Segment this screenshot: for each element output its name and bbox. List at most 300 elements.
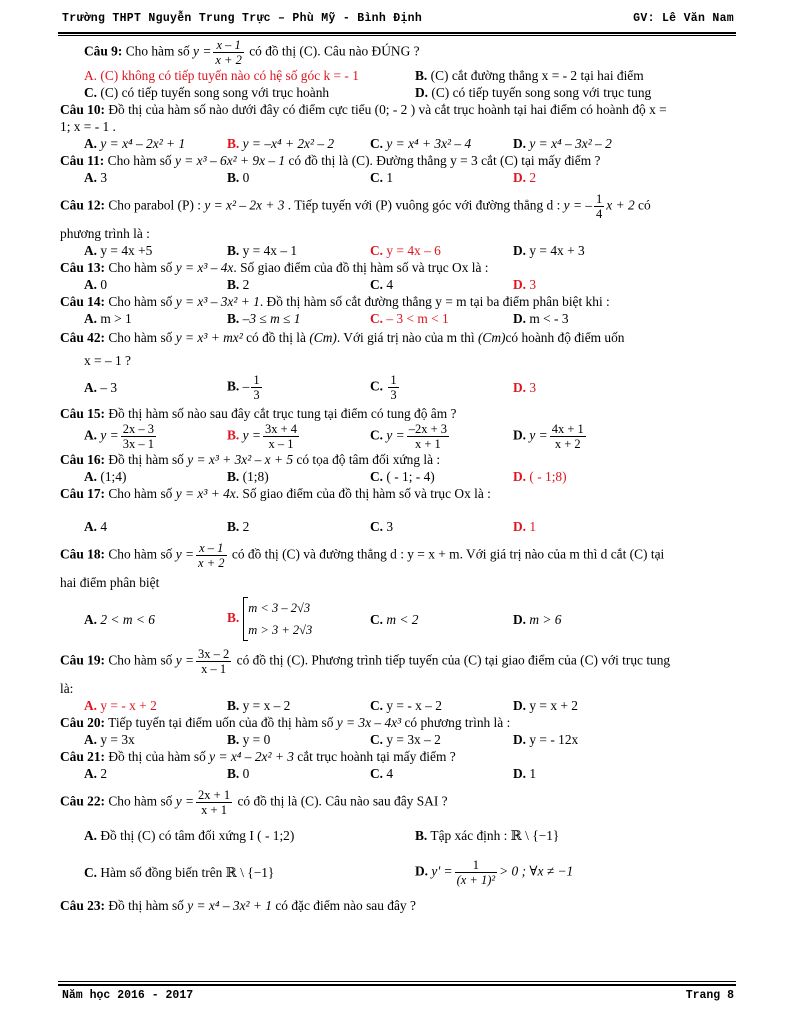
denominator: x + 2 [554,437,581,451]
option-d[interactable] [513,731,735,748]
fraction [196,541,226,570]
option-letter: C. [370,732,384,747]
option-c[interactable] [370,310,513,327]
option-letter: A. [84,380,98,395]
option-text: 2 [242,277,250,292]
option-text: y = 4x – 6 [386,243,441,258]
question-text: là: [60,681,74,696]
question-13 [60,259,735,276]
question-text: Cho hàm số [108,330,173,345]
question-label: Câu 15: [60,406,106,421]
option-text: 3 [529,380,537,395]
answer-options [84,827,735,844]
option-text: 3 [100,170,108,185]
question-text: có đồ thị là [246,330,306,345]
fraction [455,858,498,887]
option-letter: A. [84,243,98,258]
fraction [213,38,243,67]
option-c[interactable] [84,864,415,881]
page-header [62,10,734,28]
option-text: (C) có tiếp tuyến song song với trục tung [431,85,652,100]
option-letter: D. [513,469,527,484]
answer-options [84,242,735,259]
header-rule-thin [58,35,736,36]
math-lhs: y' = [431,863,453,879]
option-letter: A. [84,828,98,843]
option-letter: D. [513,698,527,713]
math-lhs: y = [529,427,548,443]
option-text: y = x – 2 [242,698,291,713]
option-b[interactable] [227,697,370,714]
question-text: cắt trục hoành tại mấy điểm ? [297,749,456,764]
question-text: có phương trình là : [404,715,511,730]
option-letter: B. [227,243,240,258]
math-lhs: y = [175,793,195,809]
math-lhs: y = [193,43,212,59]
option-c[interactable] [370,468,513,485]
option-letter: C. [370,766,384,781]
option-d[interactable] [513,276,735,293]
option-c[interactable] [370,731,513,748]
fraction [121,422,156,451]
option-letter: A. [84,311,98,326]
math-expression: y = x³ + 4x [175,486,236,501]
option-d[interactable] [513,242,735,259]
option-letter: D. [415,863,429,879]
question-18-continued [60,574,735,591]
denominator: 3 [390,388,397,402]
fraction [594,192,604,221]
option-text: 4 [386,277,394,292]
option-a[interactable] [84,765,227,782]
question-text: Cho hàm số [108,260,173,275]
option-letter: B. [227,136,240,151]
option-letter: D. [513,277,527,292]
option-text: y = 3x [100,732,135,747]
math-lhs: y = [386,427,405,443]
option-d[interactable] [513,611,735,628]
option-c[interactable] [370,422,513,451]
question-text: có [638,197,651,213]
denominator: x – 1 [201,662,227,676]
fraction [407,422,449,451]
option-letter: C. [370,311,384,326]
option-text: Hàm số đồng biến trên ℝ \ {−1} [100,865,275,880]
footer-rule [58,984,736,986]
option-letter: A. [84,427,98,443]
option-a[interactable] [84,135,227,152]
question-20 [60,714,735,731]
question-label: Câu 19: [60,652,106,668]
option-letter: B. [227,766,240,781]
option-b[interactable] [227,135,370,152]
option-a[interactable] [84,468,227,485]
denominator: 4 [596,207,603,221]
option-letter: C. [84,85,98,100]
question-label: Câu 10: [60,102,106,117]
denominator: 3 [253,388,260,402]
answer-options [84,731,735,748]
option-b[interactable] [227,597,370,641]
option-text: y = –x⁴ + 2x² – 2 [242,136,335,151]
teacher-name: GV: Lê Văn Nam [633,12,734,25]
option-b[interactable] [227,373,370,402]
option-d[interactable] [415,84,735,101]
option-letter: C. [370,170,384,185]
option-d[interactable] [513,697,735,714]
option-c[interactable] [370,697,513,714]
question-text: . Số giao điểm của đồ thị hàm số và trục Ox là : [233,260,489,275]
option-c[interactable] [370,518,513,535]
question-text: . Số giao điểm của đồ thị hàm số và trục Ox là : [235,486,491,501]
option-letter: A. [84,698,98,713]
option-a[interactable] [84,422,227,451]
page-number: Trang 8 [685,989,734,1002]
option-d[interactable] [513,310,735,327]
option-letter: C. [370,136,384,151]
fraction [550,422,586,451]
option-text: (C) có tiếp tuyến song song với trục hoành [100,85,330,100]
option-b[interactable] [227,518,370,535]
question-label: Câu 14: [60,294,106,309]
answer-options [84,135,735,152]
option-letter: D. [513,311,527,326]
option-text: y = - x + 2 [100,698,157,713]
denominator: x + 1 [414,437,441,451]
question-text: Đồ thị của hàm số nào dưới đây có điểm cực tiểu (0; - 2 ) và cắt trục hoành tại hai điểm có hoành độ x = [108,102,667,117]
option-b[interactable] [227,422,370,451]
footer-rule-thin [58,981,736,982]
option-text: y = 4x – 1 [242,243,298,258]
bracket-system [243,597,312,641]
question-text: có đồ thị là (C). Đường thẳng y = 3 cắt (C) tại mấy điểm ? [288,153,601,168]
fraction [263,422,299,451]
option-letter: A. [84,732,98,747]
option-text: y = 3x – 2 [386,732,441,747]
option-d[interactable] [415,858,735,887]
answer-options [84,422,735,451]
option-d[interactable] [513,468,735,485]
question-label: Câu 11: [60,153,105,168]
option-letter: A. [84,519,98,534]
option-letter: B. [227,698,240,713]
question-19 [60,647,735,676]
option-text: 4 [386,766,394,781]
option-c[interactable] [370,276,513,293]
option-a[interactable] [84,518,227,535]
option-text: 2 [100,766,108,781]
question-text: Cho hàm số [125,43,190,59]
option-text: 2 [242,519,250,534]
option-b[interactable] [227,242,370,259]
question-text: có đồ thị (C). Phương trình tiếp tuyến của (C) tại giao điểm của (C) với trục tung [236,652,671,668]
option-a[interactable]: A. (C) không có tiếp tuyến nào có hệ số góc k = - 1 [84,68,359,83]
question-23 [60,897,735,914]
option-text: y = 4x +5 [100,243,153,258]
option-text: 0 [100,277,108,292]
math-lhs: y = – [563,197,593,213]
math-lhs: y = [175,652,195,668]
question-text: Đồ thị của hàm số [108,749,206,764]
option-text: 4 [100,519,108,534]
numerator: 3x – 2 [198,647,230,661]
answer-options [84,858,735,887]
option-letter: A. [84,611,98,627]
math-rhs: x + 2 [606,197,635,213]
numerator: 1 [455,858,498,873]
school-name: Trường THPT Nguyễn Trung Trực – Phù Mỹ - Bình Định [62,12,423,25]
fraction [388,373,398,402]
question-label: Câu 18: [60,546,106,562]
option-text: – 3 < m < 1 [386,311,449,326]
option-text: 1 [386,170,394,185]
numerator: 1 [253,373,260,387]
question-label: Câu 17: [60,486,106,501]
question-label: Câu 12: [60,197,106,213]
math-expression: y = x³ – 4x [175,260,234,275]
question-text: Đồ thị hàm số [108,898,184,913]
condition: m < 3 – 2√3 [248,601,311,615]
option-d[interactable] [513,169,735,186]
option-text: 3 [529,277,537,292]
option-text: Tập xác định : ℝ \ {−1} [430,828,560,843]
option-b[interactable] [227,468,370,485]
question-text: Đồ thị hàm số nào sau đây cắt trục tung tại điểm có tung độ âm ? [108,406,457,421]
option-text: y = 0 [242,732,271,747]
option-c[interactable] [370,611,513,628]
question-text: . Đồ thị hàm số cắt đường thẳng y = m tại ba điểm phân biệt khi : [259,294,610,309]
option-sign: – [242,378,250,394]
option-d[interactable] [513,422,735,451]
option-b[interactable] [227,169,370,186]
math-expression: y = x³ – 6x² + 9x – 1 [174,153,286,168]
option-letter: B. [227,732,240,747]
option-c[interactable] [370,135,513,152]
option-letter: B. [227,311,240,326]
answer-options [84,67,735,101]
option-d[interactable] [513,373,735,402]
option-d[interactable] [513,518,735,535]
option-d[interactable] [513,135,735,152]
option-b[interactable] [227,731,370,748]
math-expression: y = x³ + mx² [175,330,243,345]
question-42 [60,329,735,346]
math-expression: y = x² – 2x + 3 [204,197,285,213]
option-letter: D. [513,380,527,395]
worksheet-content [60,38,735,914]
question-11 [60,152,735,169]
option-letter: B. [227,378,240,394]
option-a[interactable] [84,242,227,259]
option-letter: D. [513,611,527,627]
question-9 [84,38,735,67]
numerator: 4x + 1 [551,422,584,436]
numerator: –2x + 3 [408,422,448,436]
denominator: x – 1 [268,437,294,451]
answer-options [84,276,735,293]
option-letter: B. [227,469,240,484]
question-10 [60,101,735,135]
denominator: x + 2 [215,53,242,67]
question-text: Cho hàm số [108,652,173,668]
option-text: m < - 3 [529,311,569,326]
option-a[interactable] [84,169,227,186]
option-c[interactable] [84,84,415,101]
option-c[interactable] [370,765,513,782]
question-label: Câu 9: [84,43,123,59]
question-text: Tiếp tuyến tại điểm uốn của đồ thị hàm số [108,715,334,730]
denominator: x + 1 [201,803,227,817]
option-text: 2 < m < 6 [100,611,155,627]
numerator: 3x + 4 [264,422,298,436]
option-letter: D. [513,519,527,534]
option-text: y = - 12x [529,732,579,747]
question-12-continued [60,225,735,242]
option-letter: D. [513,170,527,185]
question-text: Cho parabol (P) : [108,197,201,213]
option-text: – 3 [100,380,118,395]
option-text: –3 ≤ m ≤ 1 [242,311,301,326]
option-letter: C. [370,519,384,534]
school-year: Năm học 2016 - 2017 [62,989,194,1002]
option-letter: C. [370,243,384,258]
option-letter: A. [84,766,98,781]
fraction [251,373,261,402]
question-42-continued [84,352,735,369]
answer-options [84,468,735,485]
option-text: y = x⁴ – 3x² – 2 [529,136,612,151]
numerator: 1 [596,192,603,206]
question-12 [60,192,735,221]
option-text: (1;4) [100,469,127,484]
question-text: có hoành độ điểm uốn [505,330,625,345]
question-text: có đồ thị (C). Câu nào ĐÚNG ? [249,43,420,59]
option-c[interactable] [370,242,513,259]
question-text: có tọa độ tâm đối xứng là : [296,452,441,467]
question-label: Câu 20: [60,715,106,730]
question-label: Câu 16: [60,452,106,467]
option-text: 3 [386,519,394,534]
denominator: x + 2 [198,556,225,570]
option-a[interactable] [84,310,227,327]
option-letter: B. [415,828,428,843]
answer-options [84,373,735,402]
math-lhs: y = [242,427,261,443]
option-letter: C. [370,277,384,292]
question-text: Đồ thị hàm số [108,452,184,467]
question-label: Câu 13: [60,260,106,275]
option-b[interactable] [227,310,370,327]
option-letter: B. [227,519,240,534]
option-b[interactable] [227,765,370,782]
option-a[interactable] [84,276,227,293]
option-letter: B. [227,610,240,626]
question-label: Câu 22: [60,793,106,809]
math-expression: y = x⁴ – 3x² + 1 [187,898,272,913]
option-letter: B. [227,427,240,443]
option-letter: D. [513,427,527,443]
option-d[interactable] [513,765,735,782]
option-a[interactable] [84,611,227,628]
question-16 [60,451,735,468]
question-text: có đồ thị là (C). Câu nào sau đây SAI ? [237,793,448,809]
option-c[interactable] [370,373,513,402]
question-21 [60,748,735,765]
answer-options [84,697,735,714]
question-text: hai điểm phân biệt [60,575,160,590]
numerator: x – 1 [196,541,226,556]
question-text: x = – 1 ? [84,353,131,368]
answer-options [84,310,735,327]
numerator: x – 1 [213,38,243,53]
option-text: Đồ thị (C) có tâm đối xứng I ( - 1;2) [100,828,295,843]
option-text: ( - 1; - 4) [386,469,435,484]
option-b[interactable] [227,276,370,293]
option-text: 1 [529,766,537,781]
option-text: (1;8) [242,469,269,484]
option-a[interactable] [84,697,227,714]
denominator: 3x – 1 [122,437,154,451]
question-text: có đồ thị (C) và đường thẳng d : y = x + m. Với giá trị nào của m thì d cắt (C) tại [231,546,665,562]
option-letter: C. [370,469,384,484]
option-letter: D. [513,243,527,258]
option-text: (C) cắt đường thẳng x = - 2 tại hai điểm [430,68,644,83]
option-letter: A. [84,170,98,185]
option-c[interactable] [370,169,513,186]
option-letter: D. [415,85,429,100]
math-expression: y = 3x – 4x³ [336,715,402,730]
math-expression: y = x³ + 3x² – x + 5 [187,452,294,467]
option-letter: D. [513,136,527,151]
answer-options [84,765,735,782]
math-expression: (Cm) [477,330,506,345]
option-letter: B. [227,170,240,185]
option-a[interactable] [84,373,227,402]
option-letter: C. [370,427,384,443]
option-text: m > 1 [100,311,132,326]
option-letter: A. [84,277,98,292]
question-19-continued [60,680,735,697]
answer-options [84,597,735,641]
math-lhs: y = [175,546,195,562]
option-text: 0 [242,170,250,185]
question-text: . Tiếp tuyến với (P) vuông góc với đường thẳng d : [287,197,561,213]
question-22 [60,788,735,817]
math-expression: y = x⁴ – 2x² + 3 [209,749,294,764]
math-rhs: > 0 ; ∀x ≠ −1 [499,863,574,879]
answer-options [84,518,735,535]
header-rule [58,32,736,34]
option-letter: C. [370,698,384,713]
option-a[interactable] [84,827,415,844]
option-letter: B. [415,68,428,83]
option-letter: C. [370,378,384,394]
condition: m > 3 + 2√3 [248,623,313,637]
question-text: Cho hàm số [108,546,173,562]
question-label: Câu 42: [60,330,106,345]
numerator: 2x – 3 [122,422,154,436]
option-b[interactable] [415,67,735,84]
question-14 [60,293,735,310]
option-text: ( - 1;8) [529,469,567,484]
option-a[interactable] [84,731,227,748]
option-letter: A. [84,469,98,484]
question-17 [60,485,735,502]
question-text: Cho hàm số [107,153,172,168]
numerator: 2x + 1 [198,788,231,802]
option-b[interactable] [415,827,735,844]
math-expression: (Cm) [309,330,337,345]
